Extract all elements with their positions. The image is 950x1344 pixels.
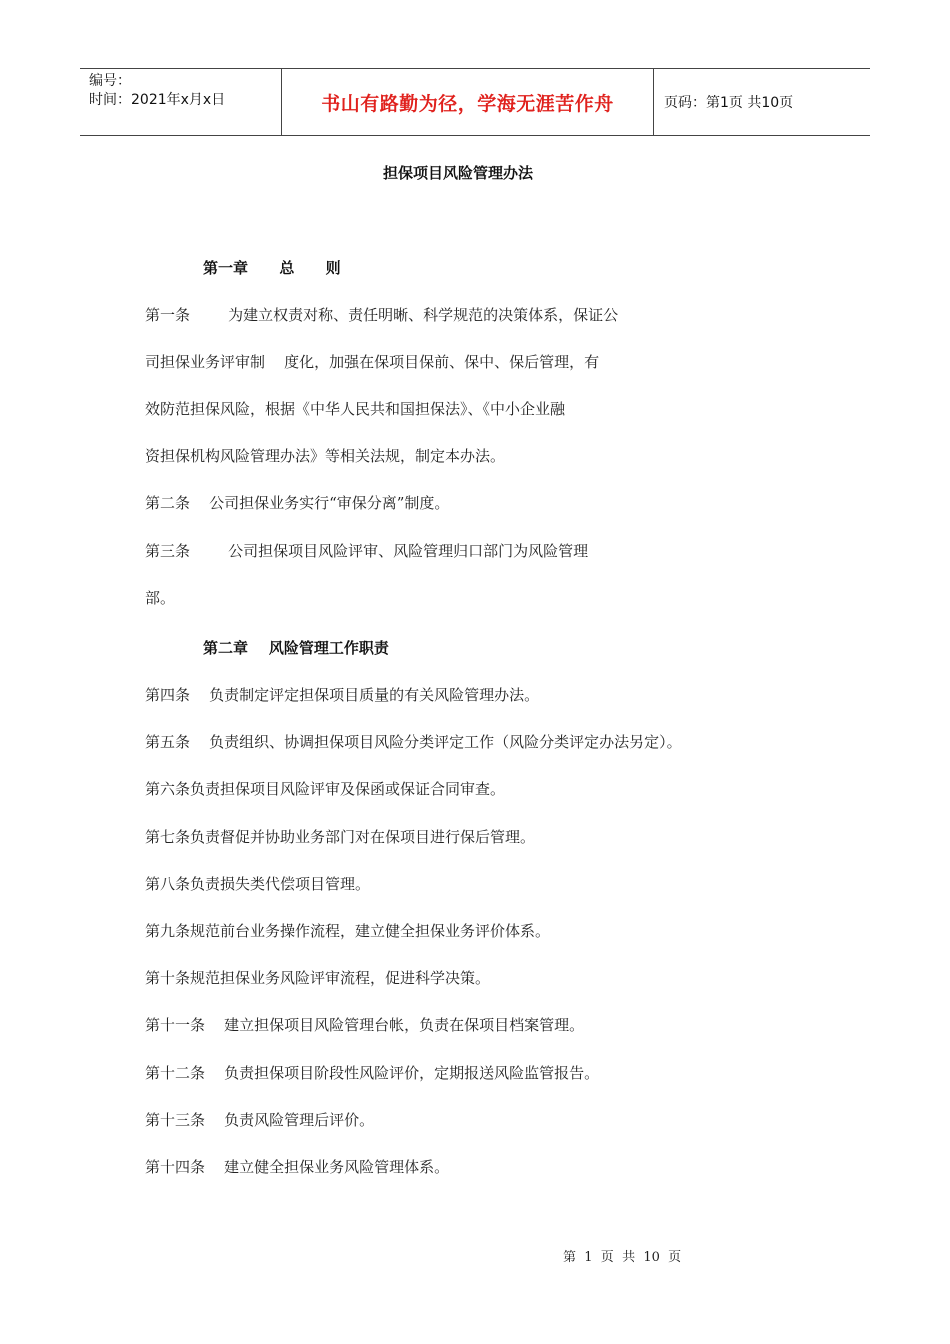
document-title: 担保项目风险管理办法 xyxy=(382,164,533,182)
header-meta xyxy=(80,69,281,135)
page-footer: 第 1 页 共 10 页 xyxy=(563,1250,682,1265)
header-motto-cell xyxy=(281,69,654,135)
chapter-heading: 第一章 总 则 xyxy=(203,259,341,277)
article-text: 效防范担保风险，根据《中华人民共和国担保法》、《中小企业融 xyxy=(145,400,566,418)
article-text: 第九条规范前台业务操作流程，建立健全担保业务评价体系。 xyxy=(145,922,551,940)
article-text: 第十三条 负责风险管理后评价。 xyxy=(145,1111,375,1129)
article-text: 部。 xyxy=(145,589,176,607)
article-text: 第一条 为建立权责对称、责任明晰、科学规范的决策体系，保证公 xyxy=(145,306,619,324)
article-text: 第六条负责担保项目风险评审及保函或保证合同审查。 xyxy=(145,780,506,798)
article-text: 司担保业务评审制 度化，加强在保项目保前、保中、保后管理，有 xyxy=(145,353,600,371)
article-text: 第十四条 建立健全担保业务风险管理体系。 xyxy=(145,1158,450,1176)
article-text: 第三条 公司担保项目风险评审、风险管理归口部门为风险管理 xyxy=(145,542,589,560)
article-text: 第四条 负责制定评定担保项目质量的有关风险管理办法。 xyxy=(145,686,540,704)
document-date: 时间：2021年x月x日 xyxy=(89,92,226,108)
chapter-heading: 第二章 风险管理工作职责 xyxy=(203,639,389,657)
article-text: 第十二条 负责担保项目阶段性风险评价，定期报送风险监管报告。 xyxy=(145,1064,600,1082)
header-page-info: 页码：第1页 共10页 xyxy=(664,95,794,111)
page-header xyxy=(80,68,870,136)
document-number-label: 编号： xyxy=(89,73,131,89)
article-text: 第八条负责损失类代偿项目管理。 xyxy=(145,875,371,893)
article-text: 第五条 负责组织、协调担保项目风险分类评定工作（风险分类评定办法另定）。 xyxy=(145,733,682,751)
article-text: 第二条 公司担保业务实行“审保分离”制度。 xyxy=(145,494,450,512)
article-text: 第十条规范担保业务风险评审流程，促进科学决策。 xyxy=(145,969,491,987)
article-text: 资担保机构风险管理办法》等相关法规，制定本办法。 xyxy=(145,447,506,465)
header-motto: 书山有路勤为径，学海无涯苦作舟 xyxy=(321,92,614,115)
article-text: 第十一条 建立担保项目风险管理台帐，负责在保项目档案管理。 xyxy=(145,1016,585,1034)
article-text: 第七条负责督促并协助业务部门对在保项目进行保后管理。 xyxy=(145,828,536,846)
